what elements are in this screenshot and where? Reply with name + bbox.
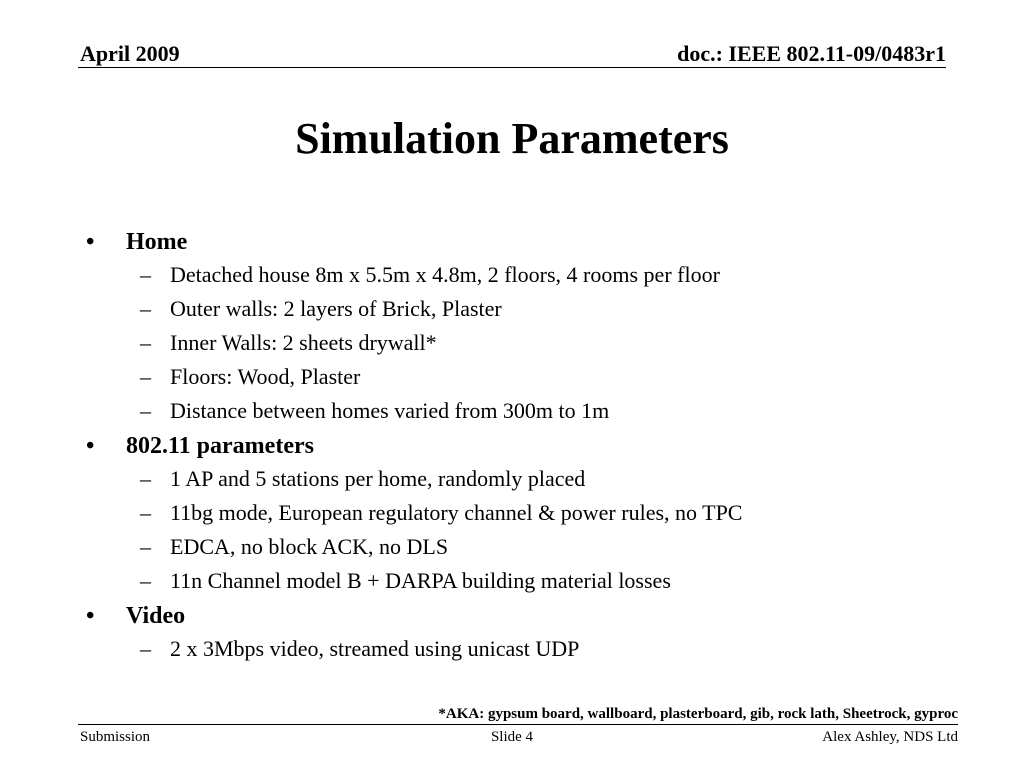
slide-body	[86, 226, 936, 668]
bullet-icon: •	[86, 229, 95, 255]
section-home	[86, 226, 936, 430]
dash-icon: –	[140, 262, 151, 287]
list-item	[86, 566, 936, 600]
footer-divider	[78, 724, 958, 725]
section-heading-text: Video	[126, 603, 186, 629]
section-video	[86, 600, 936, 668]
list-item	[86, 328, 936, 362]
list-item-text: 11n Channel model B + DARPA building material losses	[170, 568, 671, 593]
list-item	[86, 498, 936, 532]
list-item-text: Outer walls: 2 layers of Brick, Plaster	[170, 296, 502, 321]
list-item-text: Detached house 8m x 5.5m x 4.8m, 2 floors, 4 rooms per floor	[170, 262, 720, 287]
list-item	[86, 260, 936, 294]
list-item-text: Distance between homes varied from 300m to 1m	[170, 398, 610, 423]
dash-icon: –	[140, 534, 151, 559]
list-item	[86, 396, 936, 430]
section-heading	[86, 430, 936, 464]
dash-icon: –	[140, 364, 151, 389]
dash-icon: –	[140, 568, 151, 593]
section-80211-parameters	[86, 430, 936, 600]
dash-icon: –	[140, 500, 151, 525]
header-date: April 2009	[80, 41, 180, 66]
list-item-text: 11bg mode, European regulatory channel & power rules, no TPC	[170, 500, 743, 525]
slide-title: Simulation Parameters	[295, 114, 729, 163]
section-heading-text: Home	[126, 229, 188, 255]
footer-submission: Submission	[80, 729, 151, 745]
dash-icon: –	[140, 636, 151, 661]
list-item-text: Floors: Wood, Plaster	[170, 364, 361, 389]
list-item	[86, 362, 936, 396]
list-item	[86, 634, 936, 668]
section-heading	[86, 600, 936, 634]
header-divider	[78, 67, 946, 68]
list-item	[86, 532, 936, 566]
header-doc-id: doc.: IEEE 802.11-09/0483r1	[677, 41, 946, 66]
dash-icon: –	[140, 330, 151, 355]
section-heading	[86, 226, 936, 260]
bullet-icon: •	[86, 603, 95, 629]
list-item	[86, 294, 936, 328]
dash-icon: –	[140, 466, 151, 491]
section-heading-text: 802.11 parameters	[126, 433, 314, 459]
footer-author: Alex Ashley, NDS Ltd	[822, 729, 958, 745]
list-item	[86, 464, 936, 498]
footnote: *AKA: gypsum board, wallboard, plasterboard, gib, rock lath, Sheetrock, gyproc	[438, 706, 958, 722]
list-item-text: Inner Walls: 2 sheets drywall*	[170, 330, 437, 355]
list-item-text: 2 x 3Mbps video, streamed using unicast UDP	[170, 636, 580, 661]
footer-slide-number: Slide 4	[490, 729, 534, 745]
bullet-icon: •	[86, 433, 95, 459]
list-item-text: 1 AP and 5 stations per home, randomly placed	[170, 466, 586, 491]
dash-icon: –	[140, 398, 151, 423]
dash-icon: –	[140, 296, 151, 321]
list-item-text: EDCA, no block ACK, no DLS	[170, 534, 449, 559]
